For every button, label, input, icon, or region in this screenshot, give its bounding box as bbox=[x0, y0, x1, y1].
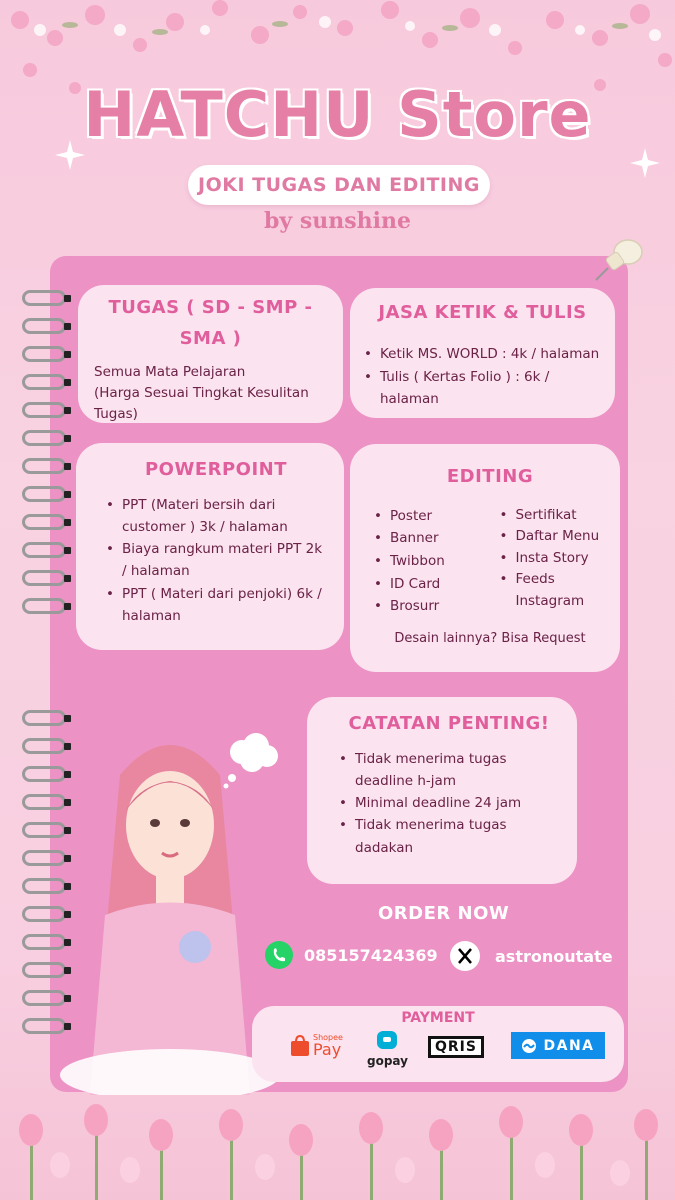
card-title: POWERPOINT bbox=[144, 459, 288, 480]
gopay-wallet-icon bbox=[375, 1028, 399, 1052]
card-tugas bbox=[78, 285, 343, 423]
ring-icon bbox=[22, 598, 66, 614]
shopeepay-logo bbox=[290, 1034, 343, 1058]
list-item: • Biaya rangkum materi PPT 2k / halaman bbox=[102, 538, 330, 583]
ring-icon bbox=[22, 514, 66, 530]
tugas-line: (Harga Sesuai Tingkat Kesulitan Tugas) bbox=[94, 385, 309, 423]
list-item: • Insta Story bbox=[495, 548, 610, 570]
list-item: • Twibbon bbox=[370, 550, 491, 573]
tugas-line: Semua Mata Pelajaran bbox=[94, 364, 246, 381]
card-catatan bbox=[307, 697, 577, 884]
x-logo-icon bbox=[449, 940, 481, 972]
card-title: JASA KETIK & TULIS bbox=[378, 302, 587, 323]
subtitle-pill bbox=[188, 165, 490, 205]
dana-wave-icon bbox=[521, 1038, 537, 1054]
tulip-decoration-bottom bbox=[0, 1085, 675, 1200]
gopay-logo bbox=[367, 1028, 408, 1068]
ring-icon bbox=[22, 542, 66, 558]
whatsapp-contact[interactable] bbox=[264, 940, 438, 970]
x-handle: astronoutate bbox=[495, 946, 613, 966]
qris-label: QRIS bbox=[435, 1039, 477, 1055]
shopee-bag-icon bbox=[290, 1035, 310, 1057]
store-title: HATCHU Store bbox=[83, 78, 592, 151]
shopeepay-big: Pay bbox=[313, 1040, 342, 1059]
dana-label: DANA bbox=[543, 1037, 595, 1054]
list-item: • Brosurr bbox=[370, 595, 491, 618]
subtitle-text: JOKI TUGAS DAN EDITING bbox=[198, 174, 480, 196]
ring-icon bbox=[22, 374, 66, 390]
card-title: EDITING bbox=[446, 466, 534, 487]
payment-title: PAYMENT bbox=[401, 1010, 475, 1026]
list-item: • Poster bbox=[370, 505, 491, 528]
ring-icon bbox=[22, 402, 66, 418]
pushpin-icon bbox=[590, 232, 650, 292]
dana-logo bbox=[511, 1032, 605, 1059]
payment-panel bbox=[252, 1006, 624, 1082]
ring-icon bbox=[22, 290, 66, 306]
list-item: • PPT ( Materi dari penjoki) 6k / halaman bbox=[102, 583, 330, 628]
list-item: • Banner bbox=[370, 527, 491, 550]
whatsapp-icon bbox=[264, 940, 294, 970]
ring-icon bbox=[22, 430, 66, 446]
sparkle-icon bbox=[55, 140, 85, 170]
card-title: CATATAN PENTING! bbox=[348, 713, 550, 734]
list-item: • Sertifikat bbox=[495, 505, 610, 527]
ring-icon bbox=[22, 346, 66, 362]
editing-footer: Desain lainnya? Bisa Request bbox=[394, 630, 586, 646]
list-item: • Tidak menerima tugas dadakan bbox=[335, 814, 563, 859]
shopeepay-small: Shopee bbox=[313, 1033, 343, 1042]
card-title: TUGAS ( SD - SMP - SMA ) bbox=[108, 297, 313, 349]
ring-icon bbox=[22, 318, 66, 334]
sparkle-icon bbox=[630, 148, 660, 178]
gopay-label: gopay bbox=[367, 1054, 408, 1068]
card-jasa-ketik bbox=[350, 288, 615, 418]
list-item: • Tidak menerima tugas deadline h-jam bbox=[335, 748, 563, 793]
order-now-title: ORDER NOW bbox=[378, 903, 510, 924]
list-item: • ID Card bbox=[370, 573, 491, 596]
qris-logo bbox=[428, 1036, 484, 1058]
list-item: • Daftar Menu bbox=[495, 526, 610, 548]
card-powerpoint bbox=[76, 443, 344, 650]
byline: by sunshine bbox=[264, 208, 411, 234]
list-item: • Feeds Instagram bbox=[495, 569, 610, 612]
list-item: • PPT (Materi bersih dari customer ) 3k / halaman bbox=[102, 494, 330, 539]
ring-icon bbox=[22, 458, 66, 474]
list-item: • Tulis ( Kertas Folio ) : 6k / halaman bbox=[360, 366, 605, 412]
card-editing bbox=[350, 444, 620, 672]
list-item: • Ketik MS. WORLD : 4k / halaman bbox=[360, 343, 605, 366]
whatsapp-number: 085157424369 bbox=[304, 945, 438, 965]
ring-icon bbox=[22, 570, 66, 586]
ring-icon bbox=[22, 486, 66, 502]
x-contact[interactable] bbox=[449, 940, 613, 972]
model-photo bbox=[60, 715, 280, 1095]
list-item: • Minimal deadline 24 jam bbox=[335, 792, 563, 814]
